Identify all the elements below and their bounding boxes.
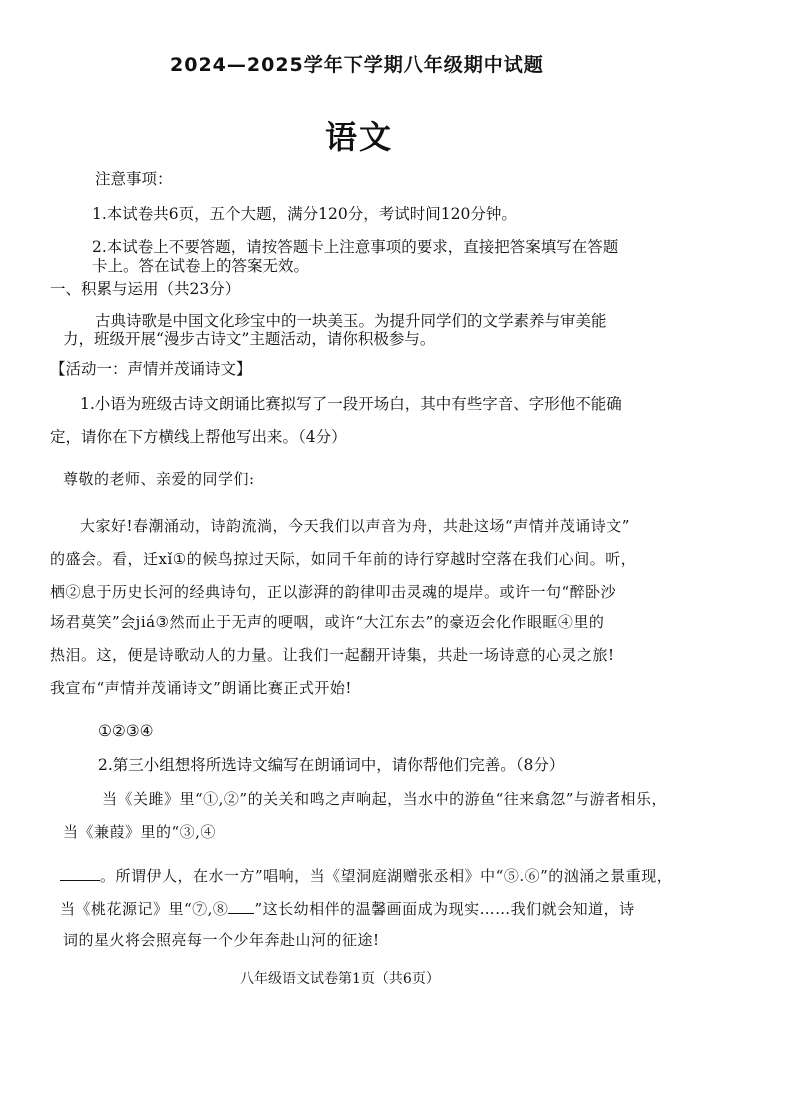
- speech-paragraph-line-1: 大家好!春潮涌动，诗韵流淌，今天我们以声音为舟，共赴这场“声情并茂诵诗文”: [80, 517, 630, 535]
- section-1-intro-line-2: 力，班级开展“漫步古诗文”主题活动，请你积极参与。: [63, 330, 436, 348]
- notice-item-1: 1.本试卷共6页，五个大题，满分120分，考试时间120分钟。: [92, 205, 517, 223]
- answer-blank[interactable]: [60, 866, 100, 881]
- speech-paragraph-line-2: 的盛会。看，迁xǐ①的候鸟掠过天际，如同千年前的诗行穿越时空落在我们心间。听，: [50, 550, 637, 568]
- section-1-title: 一、积累与运用（共23分）: [50, 280, 241, 298]
- exam-title: 2024—2025学年下学期八年级期中试题: [170, 54, 544, 76]
- speech-paragraph-line-5: 热泪。这，便是诗歌动人的力量。让我们一起翻开诗集，共赴一场诗意的心灵之旅!: [50, 646, 615, 664]
- question-2-text-line-3-content: 。所谓伊人，在水一方”唱响，当《望洞庭湖赠张丞相》中“⑤.⑥”的汹涌之景重现，: [100, 867, 673, 885]
- speech-paragraph-line-3: 栖②息于历史长河的经典诗句，正以澎湃的韵律叩击灵魂的堤岸。或许一句“醉卧沙: [50, 583, 617, 601]
- question-2-text-line-4-b: ”这长幼相伴的温馨画面成为现实……我们就会知道，诗: [254, 900, 635, 918]
- question-2-text-line-4-a: 当《桃花源记》里“⑦,⑧: [60, 900, 229, 918]
- answer-blank[interactable]: [228, 899, 254, 914]
- notice-item-2-line-2: 卡上。答在试卷上的答案无效。: [92, 257, 310, 275]
- question-2-text-line-2: 当《兼葭》里的“③,④: [63, 823, 216, 841]
- question-2-line-1: 2.第三小组想将所选诗文编写在朗诵词中，请你帮他们完善。（8分）: [98, 756, 565, 774]
- question-2-text-line-4: [60, 899, 635, 918]
- activity-1-heading: 【活动一：声情并茂诵诗文】: [50, 360, 252, 378]
- subject-title: 语文: [325, 118, 394, 156]
- page-footer: 八年级语文试卷第1页（共6页）: [240, 971, 440, 987]
- speech-paragraph-line-6: 我宣布“声情并茂诵诗文”朗诵比赛正式开始!: [50, 679, 352, 697]
- question-2-text-line-3: [60, 866, 672, 885]
- question-2-text-line-1: 当《关雎》里“①,②”的关关和鸣之声响起，当水中的游鱼“往来翕忽”与游者相乐，: [102, 790, 667, 808]
- section-1-intro-line-1: 古典诗歌是中国文化珍宝中的一块美玉。为提升同学们的文学素养与审美能: [95, 312, 607, 330]
- notice-item-2-line-1: 2.本试卷上不要答题，请按答题卡上注意事项的要求，直接把答案填写在答题: [92, 238, 619, 256]
- answer-marks: ①②③④: [98, 722, 154, 740]
- notice-heading: 注意事项：: [95, 170, 173, 188]
- question-1-line-1: 1.小语为班级古诗文朗诵比赛拟写了一段开场白，其中有些字音、字形他不能确: [80, 395, 622, 413]
- question-1-line-2: 定，请你在下方横线上帮他写出来。（4分）: [50, 428, 347, 446]
- speech-paragraph-line-4: 场君莫笑”会jiá③然而止于无声的哽咽，或许“大江东去”的豪迈会化作眼眶④里的: [50, 613, 605, 631]
- speech-greeting: 尊敬的老师、亲爱的同学们:: [63, 470, 255, 488]
- question-2-text-line-5: 词的星火将会照亮每一个少年奔赴山河的征途!: [63, 931, 380, 949]
